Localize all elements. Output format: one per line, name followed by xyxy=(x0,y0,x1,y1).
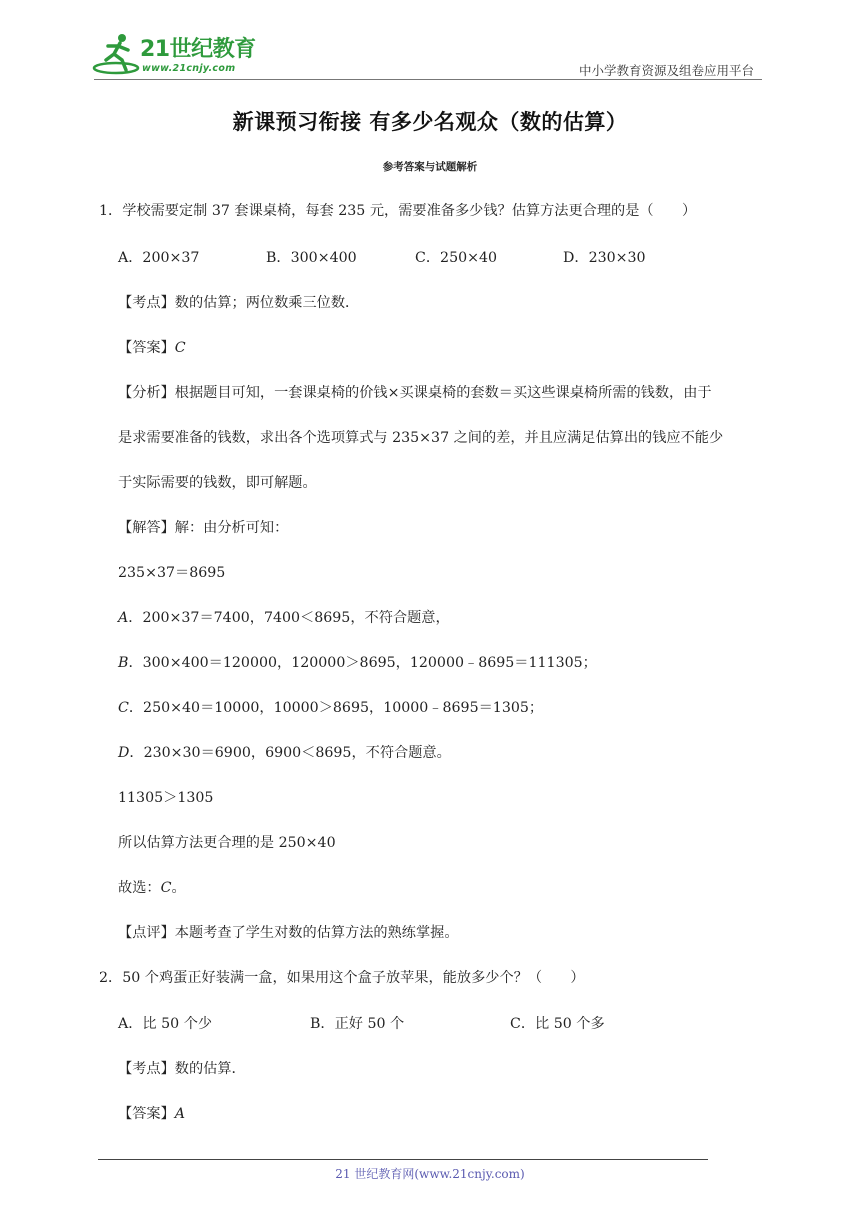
q2-kaodian: 【考点】数的估算． xyxy=(118,1061,246,1077)
platform-label: 中小学教育资源及组卷应用平台 xyxy=(578,63,754,78)
q1-case-b: B．300×400＝120000，120000＞8695，120000﹣8695＝111305； xyxy=(118,655,597,671)
q2-option-c: C．比 50 个多 xyxy=(510,1016,605,1032)
q2-answer-value: A xyxy=(174,1106,186,1122)
page-subtitle: 参考答案与试题解析 xyxy=(382,161,478,173)
logo-url: www.21cnjy.com xyxy=(142,63,236,74)
page-header xyxy=(0,0,860,90)
q1-analysis-line-1: 【分析】根据题目可知，一套课桌椅的价钱×买课桌椅的套数＝买这些课桌椅所需的钱数，由于 xyxy=(118,385,712,401)
q1-calc: 235×37＝8695 xyxy=(118,565,226,581)
q1-answer-value: C xyxy=(174,340,186,356)
q1-case-a: A．200×37＝7400，7400＜8695，不符合题意， xyxy=(118,610,450,626)
page-title: 新课预习衔接 有多少名观众（数的估算） xyxy=(232,109,628,134)
q1-case-d: D．230×30＝6900，6900＜8695，不符合题意。 xyxy=(118,745,451,761)
question-1-stem: 1．学校需要定制 37 套课桌椅，每套 235 元，需要准备多少钱？估算方法更合理的是（ ） xyxy=(99,203,697,219)
footer-divider xyxy=(98,1159,708,1160)
q2-option-a: A．比 50 个少 xyxy=(118,1016,213,1032)
q1-solution-label: 【解答】解：由分析可知： xyxy=(118,520,289,536)
q1-compare: 11305＞1305 xyxy=(118,790,214,806)
page-footer: 21 世纪教育网(www.21cnjy.com) xyxy=(335,1167,525,1181)
q1-answer: 【答案】C xyxy=(118,340,186,356)
q1-option-c: C．250×40 xyxy=(415,250,498,266)
q1-option-b: B．300×400 xyxy=(266,250,357,266)
q1-choice: 故选：C。 xyxy=(118,880,186,896)
site-logo xyxy=(92,30,262,80)
q1-case-c: C．250×40＝10000，10000＞8695，10000﹣8695＝1305； xyxy=(118,700,544,716)
q1-kaodian: 【考点】数的估算；两位数乘三位数． xyxy=(118,295,360,311)
q2-option-b: B．正好 50 个 xyxy=(310,1016,405,1032)
q1-analysis-line-2: 是求需要准备的钱数，求出各个选项算式与 235×37 之间的差，并且应满足估算出的钱应不能少 xyxy=(118,430,724,446)
q1-conclusion: 所以估算方法更合理的是 250×40 xyxy=(118,835,336,851)
runner-icon xyxy=(92,30,144,76)
q2-answer: 【答案】A xyxy=(118,1106,186,1122)
header-divider xyxy=(94,79,762,80)
q1-analysis-line-3: 于实际需要的钱数，即可解题。 xyxy=(118,475,317,491)
q1-option-d: D．230×30 xyxy=(563,250,646,266)
question-2-stem: 2．50 个鸡蛋正好装满一盒，如果用这个盒子放苹果，能放多少个？（ ） xyxy=(99,970,585,986)
q1-option-a: A．200×37 xyxy=(118,250,200,266)
logo-text: 21世纪教育 xyxy=(140,37,256,62)
q1-review: 【点评】本题考查了学生对数的估算方法的熟练掌握。 xyxy=(118,925,459,941)
